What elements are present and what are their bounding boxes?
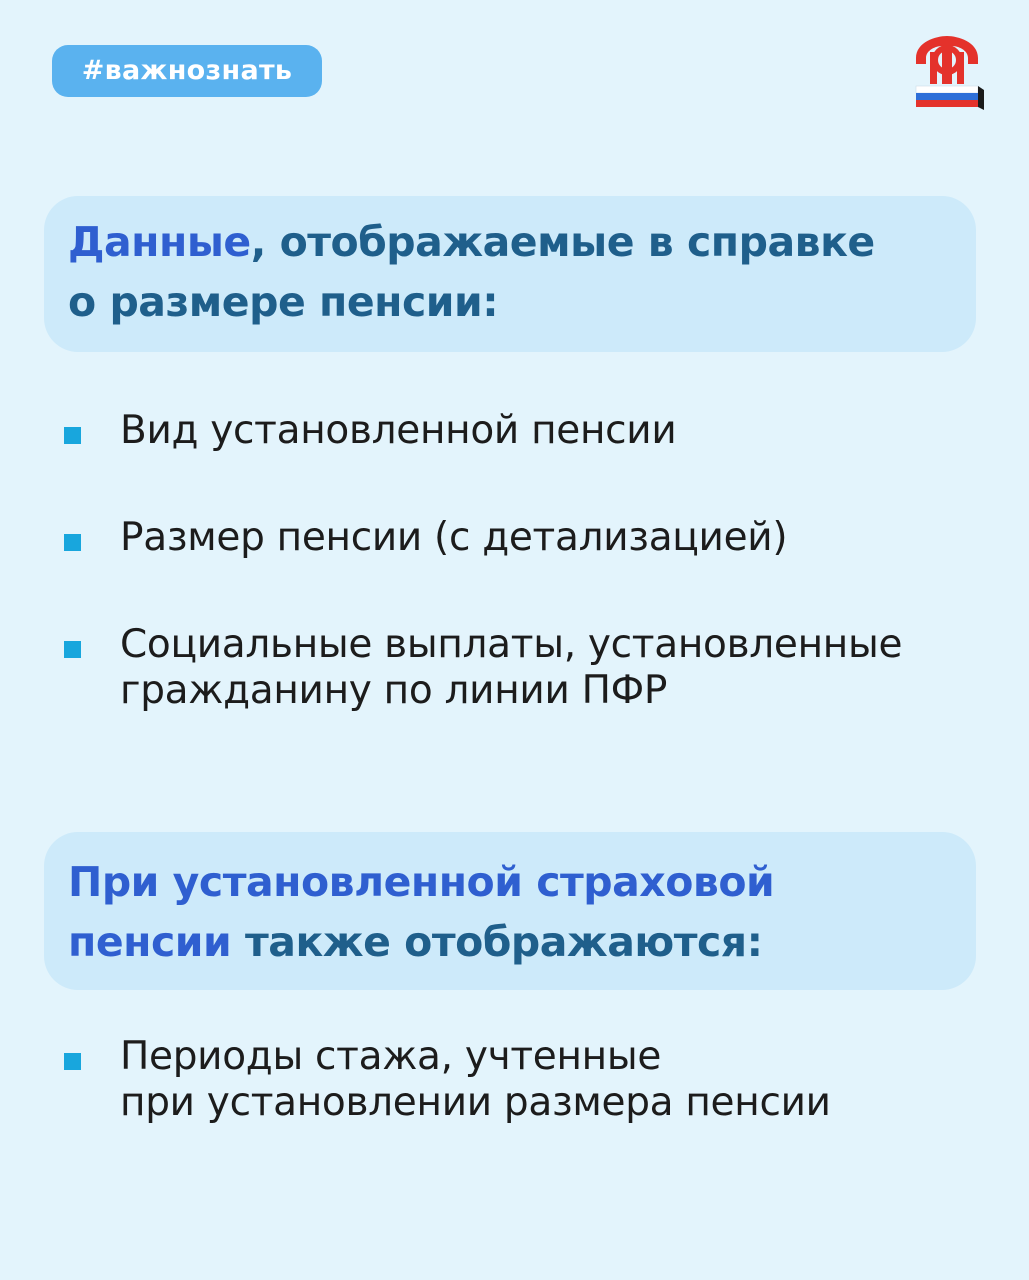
list-item-text: Периоды стажа, учтенные при установлении размера пенсии xyxy=(120,1034,831,1125)
section2-heading-line2-rest: также отображаются: xyxy=(231,918,763,966)
section2-heading-line1: При установленной страховой xyxy=(68,858,775,906)
list-item-text: Размер пенсии (с детализацией) xyxy=(120,515,788,560)
list-item-text: Социальные выплаты, установленные гражданину по линии ПФР xyxy=(120,622,903,713)
bullet-icon xyxy=(64,641,81,658)
section1-heading-line1-rest: , отображаемые в справке xyxy=(250,218,875,266)
bullet-icon xyxy=(64,534,81,551)
bullet-icon xyxy=(64,427,81,444)
hashtag-badge: #важнознать xyxy=(52,45,322,97)
section1-heading-accent: Данные xyxy=(68,218,251,266)
bullet-icon xyxy=(64,1053,81,1070)
list-item-text: Вид установленной пенсии xyxy=(120,408,677,453)
section1-heading-line1 xyxy=(68,212,976,272)
section2-heading-line2 xyxy=(68,912,976,972)
section2-heading xyxy=(44,832,976,990)
section1-heading-line2: о размере пенсии: xyxy=(68,278,499,326)
pfr-logo-icon xyxy=(906,28,988,110)
section2-heading-accent: пенсии xyxy=(68,918,232,966)
section1-heading xyxy=(44,196,976,352)
